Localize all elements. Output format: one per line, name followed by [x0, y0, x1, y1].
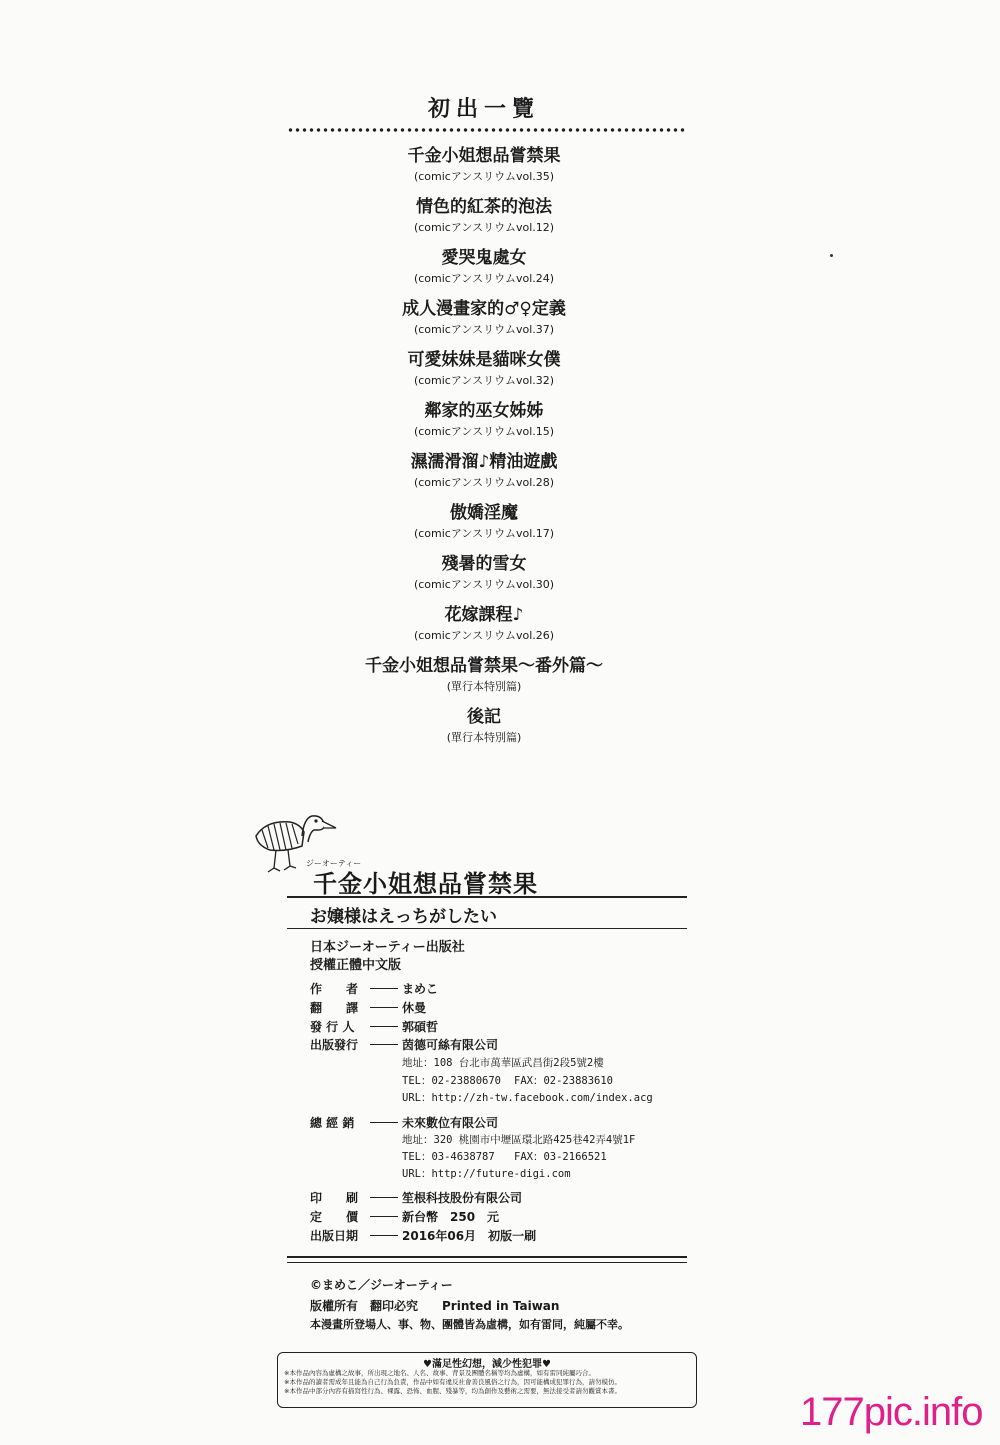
credit-dash	[370, 1007, 398, 1008]
toc-entry	[0, 450, 968, 501]
credit-value: 未來數位有限公司	[402, 1116, 499, 1130]
warning-note: ※本作品的讀者需成年且能為自己行為負責，作品中如有違反社會善良風俗之行為，因可能構成犯罪行為，請勿模仿。	[284, 1378, 621, 1386]
toc-entry	[0, 654, 968, 705]
toc-title: 初出一覽	[427, 97, 540, 122]
credit-dash	[370, 1216, 398, 1217]
footer-rule-top	[287, 1256, 687, 1258]
title-rule	[287, 896, 687, 898]
credit-value: 茵德可絲有限公司	[402, 1038, 499, 1052]
toc-entry-source: (comicアンスリウムvol.15)	[413, 425, 555, 438]
toc-entry-title: 鄰家的巫女姊姊	[424, 401, 544, 421]
toc-entry	[0, 246, 968, 297]
toc-entry-title: 殘暑的雪女	[441, 554, 527, 574]
credit-dash	[370, 1026, 398, 1027]
subtitle-rule	[287, 928, 687, 929]
toc-entry	[0, 501, 968, 552]
toc-entry-title: 愛哭鬼處女	[441, 248, 527, 268]
toc-entry-source: (comicアンスリウムvol.17)	[413, 527, 555, 540]
copyright-line: ©まめこ／ジーオーティー	[310, 1278, 453, 1292]
toc-entry-source: (comicアンスリウムvol.24)	[413, 272, 555, 285]
toc-entry	[0, 348, 968, 399]
credit-label: 定 價	[310, 1210, 359, 1224]
toc-entry-title: 後記	[467, 707, 501, 727]
credit-dash	[370, 1235, 398, 1236]
license-line: 授權正體中文版	[310, 958, 402, 973]
footer-rule-bottom	[287, 1262, 687, 1263]
disclaimer-line: 本漫畫所登場人、事、物、團體皆為虛構，如有雷同，純屬不幸。	[310, 1318, 629, 1331]
credit-label: 翻 譯	[310, 1001, 359, 1015]
credit-value: 2016年06月 初版一刷	[402, 1229, 537, 1243]
credit-label: 發 行 人	[310, 1020, 355, 1034]
credit-value: 休曼	[402, 1001, 427, 1015]
book-title: 千金小姐想品嘗禁果	[313, 870, 538, 898]
toc-list	[0, 144, 968, 756]
japanese-title: お嬢様はえっちがしたい	[310, 907, 497, 927]
toc-entry-source: (comicアンスリウムvol.35)	[413, 170, 555, 183]
credit-value: 新台幣 250 元	[402, 1210, 500, 1224]
toc-entry-title: 可愛妹妹是貓咪女僕	[407, 350, 561, 370]
credit-value: 笙根科技股份有限公司	[402, 1191, 523, 1205]
rights-line: 版權所有 翻印必究 Printed in Taiwan	[310, 1299, 560, 1313]
bird-caption: ジーオーティー	[306, 859, 362, 868]
distributor-fax: FAX：03-2166521	[514, 1151, 607, 1163]
credit-label: 作 者	[310, 982, 359, 996]
toc-entry-source: (comicアンスリウムvol.26)	[413, 629, 555, 642]
toc-entry	[0, 195, 968, 246]
toc-entry-source: (comicアンスリウムvol.12)	[413, 221, 555, 234]
credit-label: 出版發行	[310, 1038, 359, 1052]
credit-value: 郭碩哲	[402, 1020, 439, 1034]
credit-label: 出版日期	[310, 1229, 359, 1243]
toc-entry-title: 情色的紅茶的泡法	[416, 197, 552, 217]
toc-entry-title: 濕濡滑溜♪精油遊戲	[410, 452, 558, 472]
warning-note: ※本作品中部分內容有描寫性行為、裸露、恐怖、血腥、殘暴等，均為創作及藝術之需要，無法接受者請勿觀賞本書。	[284, 1387, 621, 1395]
credit-value: まめこ	[402, 982, 439, 996]
publisher-tel: TEL：02-23880670	[402, 1075, 502, 1087]
credit-dash	[370, 1122, 398, 1123]
toc-entry-source: (comicアンスリウムvol.28)	[413, 476, 555, 489]
toc-entry-title: 成人漫畫家的♂♀定義	[402, 299, 566, 319]
warning-notes	[284, 1369, 621, 1396]
dotted-divider	[287, 127, 685, 133]
toc-entry-source: (comicアンスリウムvol.37)	[413, 323, 555, 336]
credit-dash	[370, 988, 398, 989]
distributor-url: URL：http://future-digi.com	[402, 1168, 571, 1180]
publisher-fax: FAX：02-23883610	[514, 1075, 614, 1087]
toc-entry	[0, 399, 968, 450]
toc-entry-title: 千金小姐想品嘗禁果～番外篇～	[365, 656, 603, 676]
toc-entry	[0, 603, 968, 654]
scan-speck	[830, 254, 833, 257]
warning-title: ♥滿足性幻想，減少性犯罪♥	[423, 1359, 551, 1370]
toc-entry	[0, 297, 968, 348]
warning-box	[277, 1352, 697, 1408]
toc-entry	[0, 144, 968, 195]
toc-entry-title: 傲嬌淫魔	[450, 503, 518, 523]
publisher-phone-row	[402, 1073, 614, 1088]
toc-entry-title: 千金小姐想品嘗禁果	[407, 146, 561, 166]
toc-entry-title: 花嫁課程♪	[444, 605, 524, 625]
publisher-url: URL：http://zh-tw.facebook.com/index.acg	[402, 1092, 653, 1104]
distributor-phone-row	[402, 1149, 607, 1164]
distributor-address: 地址：320 桃園市中壢區環北路425巷42弄4號1F	[402, 1134, 636, 1146]
site-watermark: 177pic.info	[800, 1390, 983, 1434]
credit-dash	[370, 1197, 398, 1198]
credit-label: 印 刷	[310, 1191, 359, 1205]
toc-entry-source: (單行本特別篇)	[446, 680, 522, 693]
distributor-tel: TEL：03-4638787	[402, 1151, 495, 1163]
toc-entry	[0, 705, 968, 756]
publisher-address: 地址：108 台北市萬華區武昌街2段5號2樓	[402, 1057, 604, 1069]
publisher-line: 日本ジーオーティー出版社	[310, 940, 465, 955]
credit-dash	[370, 1044, 398, 1045]
toc-entry-source: (comicアンスリウムvol.32)	[413, 374, 555, 387]
toc-entry-source: (單行本特別篇)	[446, 731, 522, 744]
warning-note: ※本作品內容為虛構之故事，所出現之地名、人名、故事、背景及團體名稱等均為虛構，如有雷同純屬巧合。	[284, 1369, 595, 1377]
toc-entry	[0, 552, 968, 603]
credit-label: 總 經 銷	[310, 1116, 355, 1130]
toc-entry-source: (comicアンスリウムvol.30)	[413, 578, 555, 591]
